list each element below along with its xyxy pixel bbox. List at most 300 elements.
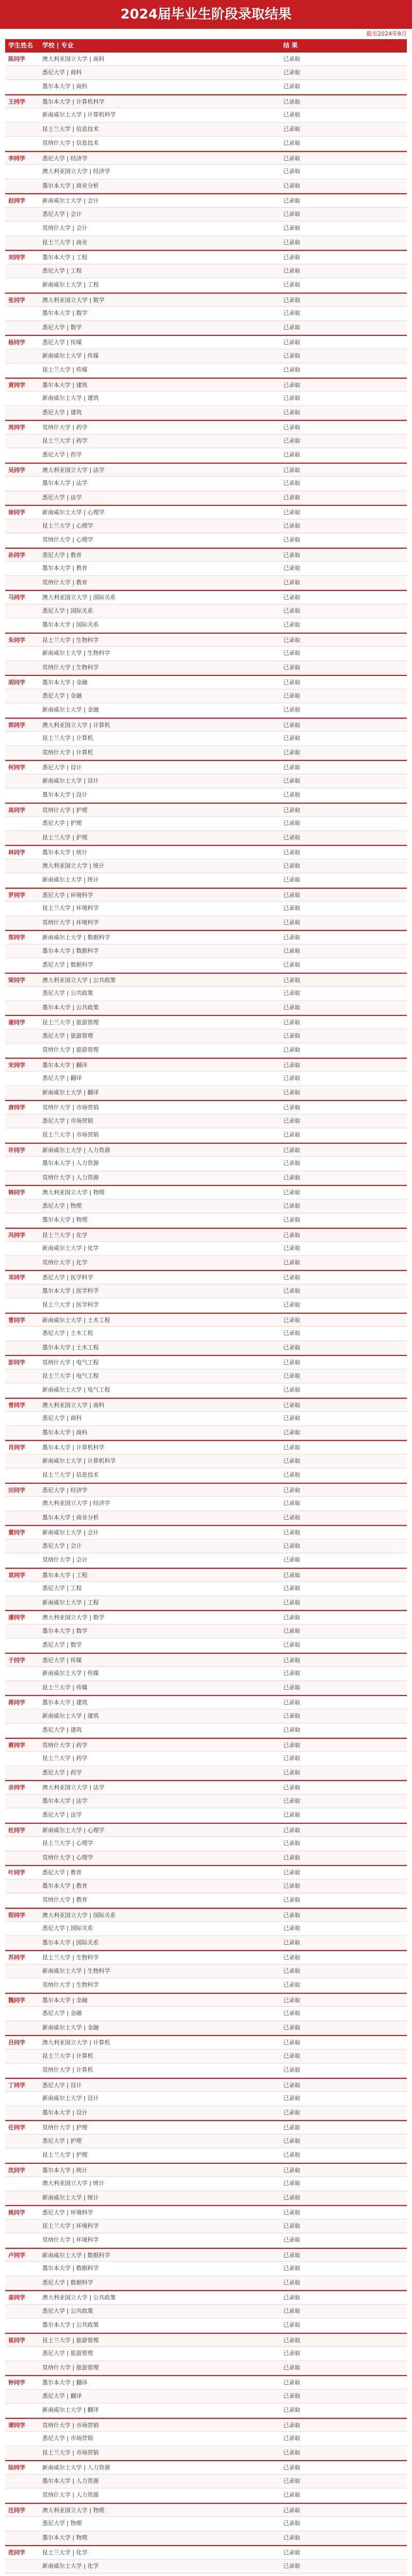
school-program: 莫纳什大学 | 会计 <box>42 225 88 231</box>
school-program: 悉尼大学 | 教育 <box>42 551 82 558</box>
school-program: 悉尼大学 | 经济学 <box>42 1486 88 1494</box>
table-row <box>5 2333 407 2347</box>
table-row <box>5 1681 407 1696</box>
table-row <box>5 859 407 874</box>
school-program: 墨尔本大学 | 工程 <box>42 254 88 261</box>
table-row <box>5 66 407 80</box>
school-program: 墨尔本大学 | 计算机科学 <box>42 1444 105 1451</box>
admission-result: 已录取 <box>283 522 300 529</box>
table-row <box>5 2148 407 2163</box>
school-program: 新南威尔士大学 | 心理学 <box>42 1826 105 1834</box>
admission-result: 已录取 <box>283 1911 300 1919</box>
school-program: 悉尼大学 | 金融 <box>42 692 82 699</box>
table-row <box>5 2007 407 2021</box>
admission-result: 已录取 <box>283 1471 300 1478</box>
student-name: 王同学 <box>8 98 25 105</box>
admission-result: 已录取 <box>283 125 300 132</box>
admission-result: 已录取 <box>283 1797 300 1804</box>
school-program: 新南威尔士大学 | 化学 <box>42 2562 99 2569</box>
admission-result <box>283 2573 405 2576</box>
school-program: 悉尼大学 | 环境科学 <box>42 891 93 899</box>
table-row <box>5 1893 407 1908</box>
school-program: 澳大利亚国立大学 | 国际关系 <box>42 594 116 601</box>
table-row <box>5 278 407 293</box>
table-row <box>5 193 407 208</box>
school-program: 悉尼大学 | 工程 <box>42 1585 82 1591</box>
table-row <box>5 108 407 123</box>
admission-result: 已录取 <box>283 2307 300 2314</box>
admission-result: 已录取 <box>283 1811 300 1818</box>
admission-result: 已录取 <box>283 1556 300 1563</box>
school-program: 悉尼大学 | 数学 <box>42 1641 82 1648</box>
admission-result: 已录取 <box>283 1981 300 1988</box>
table-row <box>5 1964 407 1979</box>
table-row <box>5 1213 407 1228</box>
table-row <box>5 533 407 548</box>
admission-result: 已录取 <box>283 2435 300 2442</box>
school-program: 墨尔本大学 | 商科 <box>42 1429 88 1436</box>
school-program: 澳大利亚国立大学 | 物理 <box>42 2506 105 2514</box>
admission-result: 已录取 <box>283 1287 300 1294</box>
admission-result: 已录取 <box>283 324 300 331</box>
admission-result: 已录取 <box>283 225 300 231</box>
school-program: 悉尼大学 | 药学 <box>42 1769 82 1776</box>
table-row <box>5 1539 407 1554</box>
admission-result: 已录取 <box>283 1316 300 1324</box>
table-row <box>5 675 407 689</box>
admission-result: 已录取 <box>283 281 300 288</box>
admission-result: 已录取 <box>283 509 300 516</box>
table-row <box>5 307 407 321</box>
school-program: 澳大利亚国立大学 | 计算机 <box>42 2039 110 2046</box>
school-program: 澳大利亚国立大学 | 数学 <box>42 1614 105 1621</box>
school-program: 墨尔本大学 | 数据科学 <box>42 947 99 954</box>
admission-result: 已录取 <box>283 706 300 713</box>
table-row <box>5 1950 407 1964</box>
student-name: 丁同学 <box>8 2081 25 2089</box>
table-row <box>5 236 407 250</box>
school-program: 澳大利亚国立大学 | 经济学 <box>42 168 110 175</box>
table-row <box>5 1922 407 1936</box>
admission-result: 已录取 <box>283 1571 300 1579</box>
admission-result: 已录取 <box>283 1939 300 1946</box>
table-row <box>5 1993 407 2007</box>
admission-result: 已录取 <box>283 140 300 146</box>
admission-result: 已录取 <box>283 1216 300 1223</box>
table-row <box>5 349 407 364</box>
admission-result: 已录取 <box>283 1614 300 1621</box>
table-row <box>5 123 407 137</box>
table-row <box>5 1723 407 1738</box>
student-name: 杨同学 <box>8 339 25 346</box>
admission-result: 已录取 <box>283 1869 300 1876</box>
table-row <box>5 689 407 704</box>
admission-result: 已录取 <box>283 692 300 699</box>
table-row <box>5 1454 407 1469</box>
school-program: 墨尔本大学 | 数学 <box>42 310 88 316</box>
table-row <box>5 746 407 760</box>
table-row <box>5 2290 407 2304</box>
admission-result: 已录取 <box>283 565 300 571</box>
admission-result: 已录取 <box>283 424 300 431</box>
table-row <box>5 1171 407 1185</box>
table-row <box>5 463 407 477</box>
table-row <box>5 293 407 307</box>
table-row <box>5 2219 407 2234</box>
school-program: 昆士兰大学 | 商业 <box>42 239 88 246</box>
admission-result: 已录取 <box>283 2321 300 2328</box>
admission-result: 已录取 <box>283 2124 300 2131</box>
school-program: 澳大利亚国立大学 | 法学 <box>42 466 105 473</box>
table-row <box>5 151 407 165</box>
table-row <box>5 1383 407 1398</box>
school-program: 昆士兰大学 | 市场营销 <box>42 2449 99 2456</box>
table-row <box>5 1143 407 1157</box>
student-name: 肖同学 <box>8 1444 25 1451</box>
table-row <box>5 2573 407 2576</box>
admission-result: 已录取 <box>283 934 300 941</box>
school-program: 墨尔本大学 | 国际关系 <box>42 1939 99 1946</box>
school-program: 墨尔本大学 | 工程 <box>42 1571 88 1579</box>
school-program: 新南威尔士大学 | 金融 <box>42 706 99 713</box>
school-program: 新南威尔士大学 | 生物科学 <box>42 1967 110 1974</box>
school-program: 墨尔本大学 | 医学科学 <box>42 1287 99 1294</box>
school-program: 悉尼大学 | 旅游管理 <box>42 1032 93 1039</box>
student-name: 孙同学 <box>8 551 25 558</box>
admission-result: 已录取 <box>283 1117 300 1124</box>
school-program: 墨尔本大学 | 物理 <box>42 1216 88 1223</box>
admission-result: 已录取 <box>283 607 300 614</box>
table-row <box>5 562 407 576</box>
student-name: 吴同学 <box>8 466 25 473</box>
school-program: 新南威尔士大学 | 计算机科学 <box>42 1457 116 1464</box>
school-program: 墨尔本大学 | 设计 <box>42 2109 88 2116</box>
school-program: 悉尼大学 | 药学 <box>42 451 82 458</box>
school-program: 悉尼大学 | 数据科学 <box>42 961 93 968</box>
admission-result: 已录取 <box>283 1274 300 1281</box>
table-row <box>5 633 407 647</box>
school-program: 悉尼大学 | 工程 <box>42 267 82 274</box>
school-program: 悉尼大学 | 设计 <box>42 2081 82 2089</box>
admission-result: 已录取 <box>283 210 300 217</box>
table-row <box>5 2134 407 2149</box>
school-program: 莫纳什大学 | 护理 <box>42 2124 88 2131</box>
student-name: 陆同学 <box>8 2464 25 2471</box>
school-program: 悉尼大学 | 传媒 <box>42 339 82 346</box>
table-row <box>5 647 407 661</box>
admission-result: 已录取 <box>283 2151 300 2158</box>
admission-result: 已录取 <box>283 862 300 869</box>
table-row <box>5 2446 407 2461</box>
admission-result: 已录取 <box>283 1996 300 2004</box>
school-program: 昆士兰大学 | 生物科学 <box>42 1954 99 1961</box>
page-title: 2024届毕业生阶段录取结果 <box>0 0 412 29</box>
table-row <box>5 1653 407 1667</box>
school-program: 新南威尔士大学 | 计算机科学 <box>42 111 116 118</box>
school-program: 新南威尔士大学 | 建筑 <box>42 1712 99 1719</box>
table-row <box>5 2304 407 2319</box>
admission-result: 已录取 <box>283 1684 300 1691</box>
admission-result: 已录取 <box>283 2562 300 2569</box>
admission-result: 已录取 <box>283 777 300 784</box>
school-program: 墨尔本大学 | 计算机科学 <box>42 98 105 105</box>
table-row <box>5 1596 407 1611</box>
table-row <box>5 1043 407 1058</box>
school-program: 悉尼大学 | 法学 <box>42 494 82 501</box>
admission-result: 已录取 <box>283 876 300 883</box>
admission-result: 已录取 <box>283 1840 300 1846</box>
school-program: 墨尔本大学 | 法学 <box>42 480 88 486</box>
table-row <box>5 888 407 902</box>
table-row <box>5 916 407 930</box>
table-row <box>5 1667 407 1681</box>
admission-result: 已录取 <box>283 2066 300 2073</box>
table-row <box>5 477 407 491</box>
table-row <box>5 1128 407 1143</box>
school-program: 悉尼大学 | 会计 <box>42 210 82 217</box>
school-program: 新南威尔士大学 | 传媒 <box>42 1670 99 1676</box>
student-name: 叶同学 <box>8 1869 25 1876</box>
student-name: 谭同学 <box>8 2421 25 2429</box>
school-program: 悉尼大学 | 设计 <box>42 764 82 771</box>
table-row <box>5 1766 407 1781</box>
school-program: 昆士兰大学 | 电气工程 <box>42 1372 99 1379</box>
admission-result: 已录取 <box>283 2039 300 2046</box>
table-row <box>5 703 407 718</box>
admission-result: 已录取 <box>283 891 300 899</box>
admission-result: 已录取 <box>283 990 300 996</box>
table-row <box>5 1412 407 1426</box>
table-row <box>5 1695 407 1709</box>
admission-result: 已录取 <box>283 2194 300 2201</box>
table-row <box>5 2389 407 2404</box>
table-row <box>5 1157 407 1171</box>
school-program: 澳大利亚国立大学 | 商科 <box>42 1401 105 1409</box>
admission-result: 已录取 <box>283 1174 300 1181</box>
admission-result: 已录取 <box>283 961 300 968</box>
table-row <box>5 2049 407 2064</box>
table-row <box>5 1780 407 1794</box>
school-program: 悉尼大学 | 建筑 <box>42 409 82 416</box>
table-row <box>5 2347 407 2361</box>
admission-result: 已录取 <box>283 2294 300 2301</box>
admission-result: 已录取 <box>283 2477 300 2484</box>
student-name: 李同学 <box>8 155 25 162</box>
table-row <box>5 1341 407 1355</box>
table-row <box>5 2460 407 2475</box>
table-row <box>5 1001 407 1015</box>
admission-result: 已录取 <box>283 1046 300 1053</box>
table-row <box>5 2375 407 2389</box>
admission-result: 已录取 <box>283 749 300 756</box>
table-row <box>5 1837 407 1851</box>
admission-result: 已录取 <box>283 2095 300 2102</box>
admission-result: 已录取 <box>283 83 300 90</box>
admission-result: 已录取 <box>283 352 300 359</box>
student-name: 林同学 <box>8 849 25 856</box>
admission-result: 已录取 <box>283 2265 300 2272</box>
school-program: 新南威尔士大学 | 人力资源 <box>42 2464 110 2471</box>
school-program: 悉尼大学 | 商科 <box>42 1415 82 1421</box>
school-program: 昆士兰大学 | 旅游管理 <box>42 1019 99 1026</box>
school-program: 澳大利亚国立大学 | 法学 <box>42 1784 105 1791</box>
table-row <box>5 2403 407 2418</box>
admission-result: 已录取 <box>283 551 300 558</box>
admission-result: 已录取 <box>283 1301 300 1308</box>
table-row <box>5 363 407 378</box>
school-program: 悉尼大学 | 环境科学 <box>42 2209 93 2216</box>
student-name: 钟同学 <box>8 2379 25 2386</box>
school-program: 悉尼大学 | 翻译 <box>42 1075 82 1081</box>
admission-result: 已录取 <box>283 1656 300 1664</box>
table-row <box>5 1709 407 1724</box>
table-row <box>5 1072 407 1086</box>
school-program: 墨尔本大学 | 数学 <box>42 1627 88 1634</box>
admission-result: 已录取 <box>283 1896 300 1903</box>
admission-result: 已录取 <box>283 1755 300 1761</box>
admission-result: 已录取 <box>283 1826 300 1834</box>
student-name: 于同学 <box>8 1656 25 1664</box>
school-program: 莫纳什大学 | 药学 <box>42 424 88 431</box>
student-name: 何同学 <box>8 764 25 771</box>
admission-result: 已录取 <box>283 1925 300 1931</box>
school-program: 墨尔本大学 | 数据科学 <box>42 2265 99 2272</box>
admission-result: 已录取 <box>283 1231 300 1239</box>
table-row <box>5 2063 407 2078</box>
admission-result: 已录取 <box>283 466 300 473</box>
table-row <box>5 1114 407 1129</box>
school-program: 新南威尔士大学 | 工程 <box>42 281 99 288</box>
table-row <box>5 406 407 420</box>
table-row <box>5 873 407 888</box>
school-program: 墨尔本大学 | 商科 <box>42 83 88 90</box>
school-program: 新南威尔士大学 | 翻译 <box>42 1089 99 1096</box>
admission-result: 已录取 <box>283 764 300 771</box>
student-name: 陈同学 <box>8 56 25 62</box>
school-program: 昆士兰大学 | 环境科学 <box>42 2222 99 2229</box>
student-name: 郑同学 <box>8 934 25 941</box>
school-program: 悉尼大学 | 物理 <box>42 2520 82 2527</box>
school-program: 悉尼大学 | 市场营销 <box>42 1117 93 1124</box>
admission-result: 已录取 <box>283 2379 300 2386</box>
admission-result: 已录取 <box>283 494 300 501</box>
school-program: 墨尔本大学 | 公共政策 <box>42 2321 99 2328</box>
admission-result: 已录取 <box>283 2166 300 2174</box>
school-program: 悉尼大学 | 护理 <box>42 2137 82 2144</box>
admission-result: 已录取 <box>283 1954 300 1961</box>
table-row <box>5 1752 407 1766</box>
school-program: 新南威尔士大学 | 会计 <box>42 1529 99 1536</box>
table-row <box>5 576 407 590</box>
student-name: 汪同学 <box>8 2506 25 2514</box>
table-header <box>5 39 407 52</box>
school-program: 墨尔本大学 | 商业分析 <box>42 1514 99 1521</box>
admission-result: 已录取 <box>283 1004 300 1011</box>
school-program: 新南威尔士大学 | 数据科学 <box>42 2251 110 2259</box>
student-name: 罗同学 <box>8 891 25 899</box>
school-program: 澳大利亚国立大学 | 国际关系 <box>42 1911 116 1919</box>
school-program: 墨尔本大学 | 教育 <box>42 1882 88 1889</box>
table-row <box>5 1525 407 1539</box>
table-row <box>5 2560 407 2574</box>
school-program: 昆士兰大学 | 药学 <box>42 1755 88 1761</box>
table-row <box>5 519 407 534</box>
table-row <box>5 1936 407 1951</box>
admission-result: 已录取 <box>283 310 300 316</box>
admission-result: 已录取 <box>283 1160 300 1166</box>
table-row <box>5 760 407 774</box>
school-program: 新南威尔士大学 | 电气工程 <box>42 1386 110 1393</box>
school-program: 昆士兰大学 | 药学 <box>42 437 88 444</box>
school-program: 悉尼大学 | 国际关系 <box>42 607 93 614</box>
admission-result: 已录取 <box>283 721 300 728</box>
school-program: 澳大利亚国立大学 | 公共政策 <box>42 2294 116 2301</box>
student-name: 朱同学 <box>8 636 25 643</box>
admission-result: 已录取 <box>283 594 300 601</box>
table-row <box>5 2120 407 2134</box>
table-row <box>5 831 407 845</box>
admission-result: 已录取 <box>283 1641 300 1648</box>
school-program: 悉尼大学 | 金融 <box>42 2010 82 2016</box>
school-program: 莫纳什大学 | 市场营销 <box>42 2421 99 2429</box>
table-row <box>5 1794 407 1809</box>
school-program: 昆士兰大学 | 医学科学 <box>42 1301 99 1308</box>
table-row <box>5 944 407 959</box>
school-program: 莫纳什大学 | 旅游管理 <box>42 2364 99 2371</box>
admission-result: 已录取 <box>283 1104 300 1111</box>
student-name: 范同学 <box>8 2549 25 2556</box>
school-program: 墨尔本大学 | 建筑 <box>42 381 88 388</box>
school-program: 新南威尔士大学 | 化学 <box>42 1245 99 1251</box>
school-program: 莫纳什大学 | 计算机 <box>42 749 93 756</box>
table-row <box>5 491 407 505</box>
admission-result: 已录取 <box>283 976 300 984</box>
table-row <box>5 1638 407 1653</box>
table-row <box>5 1511 407 1526</box>
school-program: 悉尼大学 | 物理 <box>42 1202 82 1209</box>
school-program: 昆士兰大学 | 市场营销 <box>42 1131 99 1138</box>
school-program: 新南威尔士大学 | 生物科学 <box>42 650 110 656</box>
school-program: 莫纳什大学 | 生物科学 <box>42 664 99 671</box>
school-program: 新南威尔士大学 | 设计 <box>42 2095 99 2102</box>
admission-result: 已录取 <box>283 2506 300 2514</box>
school-program: 澳大利亚国立大学 | 统计 <box>42 862 105 869</box>
student-name: 杜同学 <box>8 1826 25 1834</box>
table-row <box>5 179 407 194</box>
table-row <box>5 1298 407 1313</box>
school-program: 悉尼大学 | 商科 <box>42 69 82 76</box>
admission-result: 已录取 <box>283 155 300 162</box>
admission-result: 已录取 <box>283 2052 300 2059</box>
table-row <box>5 2177 407 2191</box>
school-program: 悉尼大学 | 护理 <box>42 820 82 826</box>
student-name: 谢同学 <box>8 1019 25 1026</box>
school-program: 莫纳什大学 | 计算机 <box>42 2066 93 2073</box>
table-row <box>5 1582 407 1596</box>
school-program: 墨尔本大学 | 翻译 <box>42 1061 88 1069</box>
school-program: 新南威尔士大学 | 心理学 <box>42 509 105 516</box>
table-row <box>5 958 407 973</box>
table-row <box>5 2276 407 2291</box>
admission-result: 已录取 <box>283 2464 300 2471</box>
admission-result: 已录取 <box>283 480 300 486</box>
admission-result: 已录取 <box>283 2336 300 2344</box>
school-program: 悉尼大学 | 公共政策 <box>42 2307 93 2314</box>
admission-result: 已录取 <box>283 1330 300 1336</box>
school-program: 新南威尔士大学 | 统计 <box>42 876 99 883</box>
admission-result: 已录取 <box>283 1627 300 1634</box>
student-name: 梁同学 <box>8 976 25 984</box>
